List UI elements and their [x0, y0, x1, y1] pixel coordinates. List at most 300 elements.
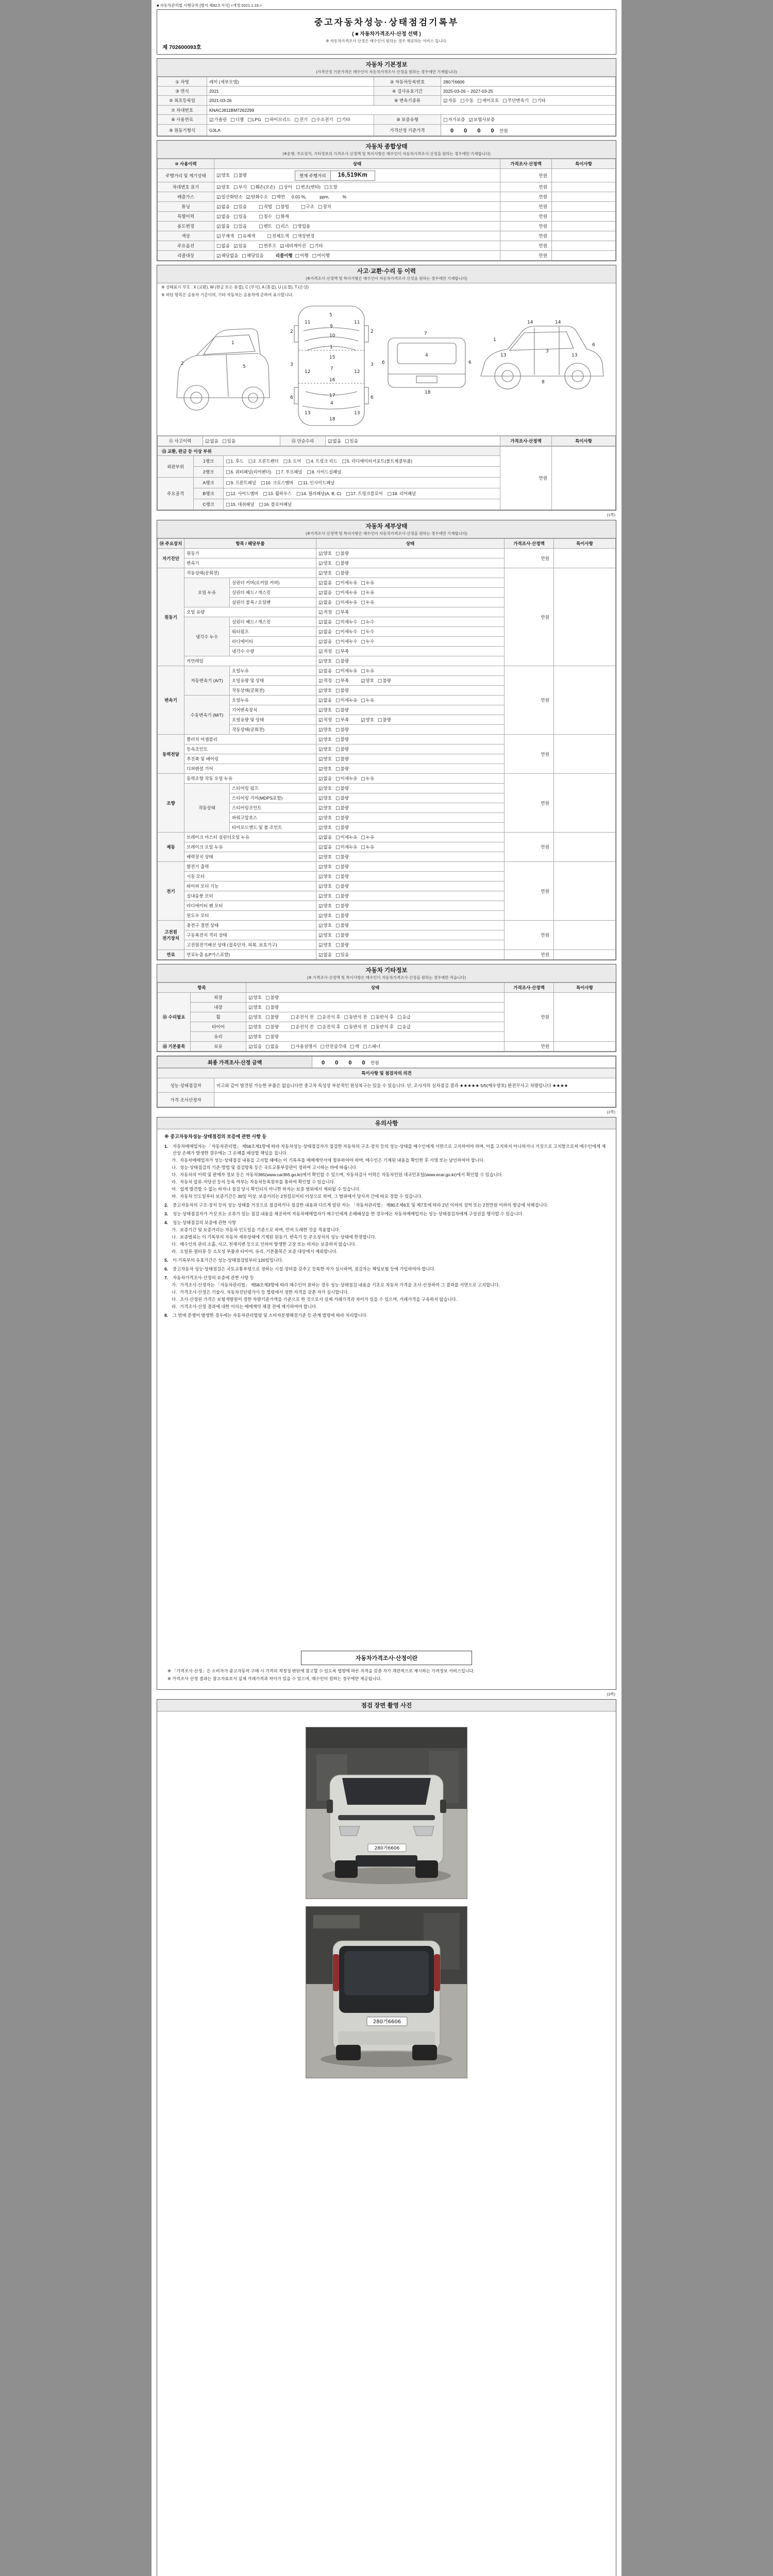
panel-item[interactable]: ☐8. 사이드실패널 — [307, 469, 342, 476]
checkbox-icon: ☐ — [233, 173, 238, 179]
accident-header — [157, 265, 616, 283]
panel-item[interactable]: ☐13. 휠하우스 — [263, 490, 292, 497]
notice-item: 1. 자동차매매업자는 「자동차관리법」 제58조제1항에 따라 자동차성능·상태점검자가 점검한 자동차의 구조·장치 등의 성능·상태를 매수인에게 서면으로 고지하여야 하며, 이를 고지하지 아니하거나 거짓으로 고지함으로써 매수인에게 재산상 손해가 발생한 경우에는 그 손해를 배상할 책임을 집니다. — [164, 1143, 606, 1156]
detail-item: 클러치 어셈블리 — [184, 735, 316, 744]
detail-state — [316, 647, 505, 656]
checkbox-unchecked[interactable]: ☐리스 — [275, 223, 289, 230]
detail-state — [316, 558, 505, 568]
checkbox-checked[interactable]: ☑양호 — [360, 717, 374, 723]
checkbox-checked[interactable]: ☑적정 — [318, 648, 332, 655]
checkbox-unchecked[interactable]: ☐미세누수 — [335, 619, 358, 625]
checkbox-unchecked[interactable]: ☐있음 — [233, 204, 247, 210]
panel-item[interactable]: ☐11. 인사이드패널 — [298, 480, 335, 486]
detail-item: 실내송풍 모터 — [184, 891, 316, 901]
checkbox-checked[interactable]: ☑양호 — [318, 785, 332, 792]
checkbox-checked[interactable]: ☑양호 — [318, 756, 332, 762]
checkbox-icon: ☑ — [216, 194, 221, 200]
checkbox-icon: ☐ — [295, 184, 300, 191]
checkbox-unchecked[interactable]: ☐불량 — [335, 550, 349, 557]
detail-item: 라디에이터 팬 모터 — [184, 901, 316, 911]
checkbox-unchecked[interactable]: ☐불량 — [265, 1033, 279, 1040]
checkbox-unchecked[interactable]: ☐이행 — [295, 252, 309, 259]
checkbox-icon: ☐ — [230, 117, 235, 123]
checkbox-unchecked[interactable]: ☐불량 — [335, 746, 349, 753]
panel-item[interactable]: ☐7. 루프패널 — [276, 469, 303, 476]
checkbox-checked[interactable]: ☑양호 — [318, 658, 332, 665]
checkbox-unchecked[interactable]: ☐미세누유 — [335, 844, 358, 851]
panel-item[interactable]: ☐1. 후드 — [226, 458, 244, 465]
checkbox-icon: ☑ — [248, 995, 253, 1001]
checkbox-icon: ☐ — [361, 600, 365, 606]
checkbox-checked[interactable]: ☑없음 — [318, 697, 332, 704]
overall-row — [158, 202, 616, 212]
checkbox-unchecked[interactable]: ☐미세누수 — [335, 638, 358, 645]
checkbox-unchecked[interactable]: ☐미세누유 — [335, 697, 358, 704]
checkbox-checked[interactable]: ☑양호 — [318, 687, 332, 694]
detail-item: 고전원전기배선 상태 (접속단자, 피복, 보호기구) — [184, 940, 316, 950]
checkbox-icon: ☐ — [267, 233, 272, 240]
basic-info-header — [157, 59, 616, 77]
panel-item[interactable]: ☐17. 트렁크플로어 — [346, 490, 383, 497]
checkbox-checked[interactable]: ☑양호 — [318, 893, 332, 900]
checkbox-icon: ☐ — [335, 698, 340, 704]
checkbox-checked[interactable]: ☑양호 — [248, 1004, 262, 1011]
checkbox-unchecked[interactable]: ☐기타 — [532, 97, 546, 104]
checkbox-unchecked[interactable]: ☐불량 — [335, 795, 349, 802]
checkbox-icon: ☑ — [248, 1024, 253, 1030]
photo-title: 점검 장면 촬영 사진 — [361, 1702, 412, 1709]
checkbox-unchecked[interactable]: ☐불량 — [335, 942, 349, 948]
checkbox-unchecked[interactable]: ☐디젤 — [230, 116, 244, 123]
checkbox-icon: ☐ — [309, 243, 314, 249]
checkbox-unchecked[interactable]: ☐불량 — [233, 173, 247, 179]
device-subgroup-name: 작동상태 — [184, 784, 230, 833]
checkbox-unchecked[interactable]: ☐없음 — [216, 243, 230, 249]
panel-item[interactable]: ☐5. 라디에이터서포트(볼트체결부품) — [342, 458, 413, 465]
checkbox-checked[interactable]: ☑없음 — [318, 580, 332, 586]
checkbox-unchecked[interactable]: ☐불량 — [335, 687, 349, 694]
checkbox-checked[interactable]: ☑양호 — [318, 863, 332, 870]
checkbox-unchecked[interactable]: ☐누유 — [361, 668, 375, 674]
checkbox-unchecked[interactable]: ☐상이 — [278, 184, 292, 191]
price-estimate-cell: 만원 — [505, 950, 554, 960]
panel-item[interactable]: ☐9. 프론트패널 — [226, 480, 256, 486]
checkbox-unchecked[interactable]: ☐LPG — [247, 116, 261, 123]
checkbox-checked[interactable]: ☑적정 — [318, 609, 332, 616]
panel-item[interactable]: ☐18. 리어패널 — [387, 490, 416, 497]
checkbox-checked[interactable]: ☑양호 — [318, 883, 332, 890]
checkbox-unchecked[interactable]: ☐기타 — [309, 243, 323, 249]
checkbox-unchecked[interactable]: ☐동반석 전 — [344, 1014, 367, 1021]
checkbox-checked[interactable]: ☑네비게이션 — [280, 243, 306, 249]
checkbox-icon: ☐ — [335, 933, 340, 939]
checkbox-unchecked[interactable]: ☐미세누수 — [335, 629, 358, 635]
checkbox-unchecked[interactable]: ☐불량 — [335, 854, 349, 860]
overall-row-label: 용도변경 — [158, 222, 214, 231]
detail-state — [316, 588, 505, 598]
checkbox-unchecked[interactable]: ☐불량 — [335, 736, 349, 743]
checkbox-unchecked[interactable]: ☐운전석 후 — [317, 1014, 341, 1021]
checkbox-icon: ☐ — [258, 214, 263, 220]
checkbox-unchecked[interactable]: ☐자가보증 — [443, 116, 465, 123]
checkbox-unchecked[interactable]: ☐미세누유 — [335, 775, 358, 782]
checkbox-checked[interactable]: ☑양호 — [318, 707, 332, 714]
checkbox-unchecked[interactable]: ☐불량 — [335, 873, 349, 880]
checkbox-unchecked[interactable]: ☐불량 — [335, 785, 349, 792]
checkbox-checked[interactable]: ☑탄화수소 — [246, 194, 268, 200]
checkbox-checked[interactable]: ☑양호 — [318, 942, 332, 948]
checkbox-icon: ☑ — [318, 570, 323, 577]
checkbox-icon: ☑ — [246, 194, 251, 200]
checkbox-unchecked[interactable]: ☐훼손(오손) — [250, 184, 275, 191]
panel-item[interactable]: ☐16. 플로어패널 — [259, 501, 292, 508]
checkbox-checked[interactable]: ☑없음 — [318, 668, 332, 674]
checkbox-checked[interactable]: ☑없음 — [318, 834, 332, 841]
detail-title: 자동차 세부상태 — [365, 523, 408, 530]
detail-state — [316, 666, 505, 676]
checkbox-unchecked[interactable]: ☐누유 — [361, 844, 375, 851]
detail-item: 윈도우 모터 — [184, 911, 316, 921]
checkbox-unchecked[interactable]: ☐운전석 전 — [290, 1024, 314, 1030]
checkbox-unchecked[interactable]: ☐응급 — [397, 1014, 411, 1021]
checkbox-unchecked[interactable]: ☐불량 — [335, 756, 349, 762]
checkbox-unchecked[interactable]: ☐불량 — [377, 677, 391, 684]
checkbox-icon: ☑ — [233, 243, 238, 249]
checkbox-unchecked[interactable]: ☐불량 — [335, 766, 349, 772]
checkbox-unchecked[interactable]: ☐있음 — [233, 213, 247, 220]
checkbox-unchecked[interactable]: ☐응급 — [397, 1024, 411, 1030]
notice-subitem: 다. 매수인의 관리 소홀, 사고, 천재지변 등으로 인하여 발생한 고장 또는 하자는 보증하지 않습니다. — [172, 1242, 357, 1247]
checkbox-checked[interactable]: ☑없음 — [318, 844, 332, 851]
panel-item[interactable]: ☐15. 대쉬패널 — [226, 501, 255, 508]
checkbox-unchecked[interactable]: ☐장치 — [317, 204, 331, 210]
checkbox-checked[interactable]: ☑자동 — [443, 97, 457, 104]
checkbox-checked[interactable]: ☑양호 — [318, 570, 332, 577]
panel-item[interactable]: ☐3. 도어 — [283, 458, 301, 465]
checkbox-unchecked[interactable]: ☐세미오토 — [477, 97, 499, 104]
checkbox-unchecked[interactable]: ☐불량 — [335, 726, 349, 733]
checkbox-unchecked[interactable]: ☐부족 — [335, 609, 349, 616]
checkbox-unchecked[interactable]: ☐해당있음 — [242, 252, 264, 259]
checkbox-unchecked[interactable]: ☐운전석 후 — [317, 1024, 341, 1030]
checkbox-checked[interactable]: ☑없음 — [318, 638, 332, 645]
checkbox-checked[interactable]: ☑양호 — [318, 815, 332, 821]
detail-state — [316, 598, 505, 607]
checkbox-unchecked[interactable]: ☐부식 — [233, 184, 247, 191]
checkbox-unchecked[interactable]: ☐부족 — [335, 648, 349, 655]
checkbox-checked[interactable]: ☑있음 — [248, 1043, 262, 1050]
checkbox-checked[interactable]: ☑없음 — [318, 952, 332, 958]
checkbox-unchecked[interactable]: ☐수소전기 — [311, 116, 333, 123]
checkbox-checked[interactable]: ☑없음 — [318, 629, 332, 635]
checkbox-unchecked[interactable]: ☐미세누유 — [335, 668, 358, 674]
svg-text:8: 8 — [542, 380, 545, 385]
checkbox-unchecked[interactable]: ☐부족 — [335, 677, 349, 684]
checkbox-unchecked[interactable]: ☐미세누유 — [335, 580, 358, 586]
panel-item[interactable]: ☐6. 쿼터패널(리어펜더) — [226, 469, 272, 476]
inspection-photo-front — [306, 1727, 467, 1899]
checkbox-unchecked[interactable]: ☐잭 — [350, 1043, 359, 1050]
checkbox-unchecked[interactable]: ☐전체도색 — [267, 233, 289, 240]
checkbox-unchecked[interactable]: ☐불량 — [335, 932, 349, 939]
checkbox-checked[interactable]: ☑양호 — [216, 184, 230, 191]
checkbox-unchecked[interactable]: ☐안전삼각대 — [320, 1043, 347, 1050]
checkbox-checked[interactable]: ☑없음 — [318, 599, 332, 606]
checkbox-unchecked[interactable]: ☐있음 — [335, 952, 349, 958]
checkbox-unchecked[interactable]: ☐불량 — [335, 903, 349, 909]
checkbox-unchecked[interactable]: ☐동반석 후 — [371, 1014, 394, 1021]
checkbox-unchecked[interactable]: ☐불량 — [335, 912, 349, 919]
detail-state — [316, 911, 505, 921]
checkbox-checked[interactable]: ☑양호 — [318, 922, 332, 929]
rank-label: 1랭크 — [194, 456, 224, 467]
checkbox-unchecked[interactable]: ☐누유 — [361, 697, 375, 704]
device-group-name: 전기 — [158, 862, 184, 921]
basic-note: (가격산정 기준가격은 매수인이 자동차가격조사·산정을 원하는 경우에만 기재합니다) — [316, 70, 457, 74]
price-estimate-cell: 만원 — [505, 549, 554, 568]
checkbox-icon: ☑ — [318, 629, 323, 635]
notice-item: 5. 이 기록부의 유효기간은 성능·상태점검일부터 120일입니다. — [164, 1258, 283, 1263]
checkbox-checked[interactable]: ☑양호 — [318, 873, 332, 880]
page-mark: (1쪽) — [607, 513, 615, 517]
checkbox-checked[interactable]: ☑양호 — [318, 560, 332, 567]
checkbox-unchecked[interactable]: ☐불량 — [265, 1004, 279, 1011]
detail-item: 실린더 헤드 / 개스킷 — [230, 588, 316, 598]
detail-state — [316, 784, 505, 793]
checkbox-unchecked[interactable]: ☐도말 — [324, 184, 338, 191]
price-estimate-cell: 만원 — [505, 862, 554, 921]
opinion-text: 비고와 같이 발견된 가능한 부품은 없습니다만 중고차 특성상 부분적인 원상복구는 있을 수 있습니다. 단, 조사자의 실차점검 결과 ★★★★★ 5/5(매우양호) 완전무사고 차량입니다 ★★★★ — [214, 1078, 616, 1093]
panel-item[interactable]: ☐10. 크로스멤버 — [260, 480, 294, 486]
checkbox-unchecked[interactable]: ☐사용설명서 — [290, 1043, 317, 1050]
detail-item: 작동상태(공회전) — [230, 686, 316, 696]
checkbox-checked[interactable]: ☑가솔린 — [209, 116, 227, 123]
checkbox-unchecked[interactable]: ☐구조 — [300, 204, 314, 210]
checkbox-unchecked[interactable]: ☐불량 — [335, 883, 349, 890]
inspection-period-value: 2025-03-26 ~ 2027-03-25 — [441, 87, 616, 96]
checkbox-unchecked[interactable]: ☐동반석 전 — [344, 1024, 367, 1030]
checkbox-checked[interactable]: ☑없음 — [216, 204, 230, 210]
checkbox-checked[interactable]: ☑있음 — [233, 243, 247, 249]
checkbox-unchecked[interactable]: ☐누유 — [361, 589, 375, 596]
checkbox-unchecked[interactable]: ☐불량 — [335, 815, 349, 821]
checkbox-unchecked[interactable]: ☐불량 — [265, 994, 279, 1001]
svg-text:12: 12 — [305, 369, 311, 375]
checkbox-unchecked[interactable]: ☐불량 — [335, 805, 349, 811]
overall-row — [158, 192, 616, 202]
overall-row-label: 주행거리 및 계기상태 — [158, 169, 214, 182]
checkbox-icon: ☑ — [318, 600, 323, 606]
detail-table-header: ⑭ 주요장치 항목 / 해당부품 상태 가격조사·산정액 특이사항 — [158, 539, 616, 549]
checkbox-unchecked[interactable]: ☐누유 — [361, 775, 375, 782]
detail-condition-section — [157, 520, 616, 960]
checkbox-unchecked[interactable]: ☐불량 — [335, 560, 349, 567]
overall-row-label: 색상 — [158, 231, 214, 241]
overall-row-state — [214, 202, 500, 212]
checkbox-checked[interactable]: ☑양호 — [318, 746, 332, 753]
overall-row-state — [214, 192, 500, 202]
checkbox-unchecked[interactable]: ☐영업용 — [292, 223, 311, 230]
checkbox-unchecked[interactable]: ☐불량 — [335, 863, 349, 870]
checkbox-icon: ☑ — [360, 678, 365, 684]
checkbox-unchecked[interactable]: ☐누유 — [361, 599, 375, 606]
checkbox-icon: ☐ — [344, 1014, 348, 1021]
detail-item: 브레이크 오일 누유 — [184, 842, 316, 852]
checkbox-icon: ☐ — [233, 214, 238, 220]
checkbox-unchecked[interactable]: ☐매연 — [271, 194, 285, 200]
detail-state — [316, 735, 505, 744]
checkbox-checked[interactable]: ☑양호 — [248, 994, 262, 1001]
checkbox-checked[interactable]: ☑양호 — [360, 677, 374, 684]
checkbox-unchecked[interactable]: ☐불량 — [377, 717, 391, 723]
checkbox-unchecked[interactable]: ☐불량 — [335, 570, 349, 577]
notice-subitem: 라. 자동차 압류·저당권 등의 등록 여부는 자동차등록원부를 통하여 확인할 수 있습니다. — [172, 1179, 335, 1185]
checkbox-icon: ☐ — [335, 580, 340, 586]
checkbox-icon: ☐ — [335, 639, 340, 645]
checkbox-unchecked[interactable]: ☐운전석 전 — [290, 1014, 314, 1021]
panel-item[interactable]: ☐12. 사이드멤버 — [226, 490, 259, 497]
checkbox-unchecked[interactable]: ☐변조(변타) — [295, 184, 321, 191]
checkbox-unchecked[interactable]: ☐스패너 — [362, 1043, 381, 1050]
checkbox-unchecked[interactable]: ☐없음 — [265, 1043, 279, 1050]
checkbox-checked[interactable]: ☑양호 — [248, 1033, 262, 1040]
checkbox-icon: ☐ — [335, 668, 340, 674]
checkbox-checked[interactable]: ☑없음 — [318, 775, 332, 782]
detail-item: 커먼레일 — [184, 656, 316, 666]
notice-subitem: 가. 보증기간 및 보증거리는 자동차 인도일을 기준으로 하며, 먼저 도래한 것을 적용합니다. — [172, 1227, 341, 1233]
price-estimate-cell: 만원 — [500, 231, 552, 241]
checkbox-unchecked[interactable]: ☐불량 — [335, 893, 349, 900]
remark-cell — [554, 921, 616, 950]
checkbox-unchecked[interactable]: ☐누유 — [361, 834, 375, 841]
checkbox-unchecked[interactable]: ☐누수 — [361, 638, 375, 645]
checkbox-checked[interactable]: ☑양호 — [318, 550, 332, 557]
header-section — [157, 9, 616, 55]
checkbox-checked[interactable]: ☑해당없음 — [216, 252, 239, 259]
checkbox-unchecked[interactable]: ☐누수 — [361, 629, 375, 635]
panel-item[interactable]: ☐2. 프론트펜더 — [248, 458, 279, 465]
detail-item: 실린더 커버(로커암 커버) — [230, 578, 316, 588]
checkbox-unchecked[interactable]: ☐불량 — [335, 824, 349, 831]
checkbox-checked[interactable]: ☑양호 — [318, 932, 332, 939]
checkbox-unchecked[interactable]: ☐화재 — [275, 213, 289, 220]
checkbox-unchecked[interactable]: ☐적법 — [258, 204, 272, 210]
checkbox-icon: ☐ — [335, 570, 340, 577]
checkbox-unchecked[interactable]: ☐누유 — [361, 580, 375, 586]
checkbox-unchecked[interactable]: ☐미이행 — [312, 252, 330, 259]
checkbox-checked[interactable]: ☑적정 — [318, 677, 332, 684]
checkbox-unchecked[interactable]: ☐불량 — [335, 658, 349, 665]
checkbox-checked[interactable]: ☑없음 — [318, 619, 332, 625]
checkbox-checked[interactable]: ☑양호 — [318, 726, 332, 733]
checkbox-unchecked[interactable]: ☐하이브리드 — [264, 116, 291, 123]
notice-header — [157, 1117, 616, 1129]
svg-text:2: 2 — [371, 329, 374, 334]
detail-state — [316, 637, 505, 647]
checkbox-icon: ☑ — [318, 619, 323, 625]
checkbox-unchecked[interactable]: ☐썬루프 — [258, 243, 277, 249]
reg-number-value: 280거6606 — [441, 77, 616, 87]
checkbox-unchecked[interactable]: ☐있음 — [222, 438, 236, 445]
checkbox-unchecked[interactable]: ☐동반석 후 — [371, 1024, 394, 1030]
checkbox-unchecked[interactable]: ☐전기 — [294, 116, 308, 123]
checkbox-unchecked[interactable]: ☐있음 — [233, 223, 247, 230]
checkbox-unchecked[interactable]: ☐불량 — [335, 922, 349, 929]
current-mileage-value: 16,519Km — [338, 172, 368, 178]
overall-table — [157, 159, 616, 261]
checkbox-icon: ☐ — [275, 224, 280, 230]
checkbox-icon: ☑ — [318, 707, 323, 714]
checkbox-unchecked[interactable]: ☐누수 — [361, 619, 375, 625]
checkbox-checked[interactable]: ☑무채색 — [216, 233, 234, 240]
checkbox-unchecked[interactable]: ☐미세누유 — [335, 599, 358, 606]
notice-subitem: 나. 성능·상태점검의 기준·방법 및 점검항목 등은 국토교통부장관이 정하여 고시하는 바에 따릅니다. — [172, 1164, 358, 1170]
checkbox-unchecked[interactable]: ☐수동 — [460, 97, 474, 104]
checkbox-unchecked[interactable]: ☐부족 — [335, 717, 349, 723]
checkbox-checked[interactable]: ☑없음 — [205, 438, 219, 445]
checkbox-unchecked[interactable]: ☐렌트 — [258, 223, 272, 230]
checkbox-unchecked[interactable]: ☐기타 — [337, 116, 350, 123]
checkbox-checked[interactable]: ☑양호 — [318, 805, 332, 811]
checkbox-checked[interactable]: ☑일산화탄소 — [216, 194, 243, 200]
overall-row-label: 주요옵션 — [158, 241, 214, 251]
svg-text:280거6606: 280거6606 — [373, 2019, 401, 2025]
checkbox-checked[interactable]: ☑없음 — [328, 438, 341, 445]
checkbox-checked[interactable]: ☑없음 — [318, 589, 332, 596]
checkbox-checked[interactable]: ☑양호 — [318, 736, 332, 743]
checkbox-checked[interactable]: ☑양호 — [318, 854, 332, 860]
checkbox-checked[interactable]: ☑양호 — [216, 173, 230, 179]
checkbox-checked[interactable]: ☑양호 — [318, 766, 332, 772]
detail-state — [316, 578, 505, 588]
checkbox-unchecked[interactable]: ☐침수 — [258, 213, 272, 220]
panel-item[interactable]: ☐4. 트렁크 리드 — [306, 458, 338, 465]
checkbox-icon: ☐ — [361, 844, 365, 851]
panel-item[interactable]: ☐14. 필러패널(A, B, C) — [296, 490, 342, 497]
checkbox-checked[interactable]: ☑없음 — [216, 213, 230, 220]
overall-row-state — [214, 169, 500, 182]
checkbox-unchecked[interactable]: ☐불량 — [335, 707, 349, 714]
checkbox-icon: ☐ — [265, 995, 270, 1001]
checkbox-icon: ☐ — [361, 668, 365, 674]
checkbox-checked[interactable]: ☑적정 — [318, 717, 332, 723]
price-estimate-cell: 만원 — [500, 222, 552, 231]
checkbox-unchecked[interactable]: ☐무단변속기 — [502, 97, 529, 104]
checkbox-checked[interactable]: ☑양호 — [248, 1024, 262, 1030]
checkbox-unchecked[interactable]: ☐불법 — [275, 204, 289, 210]
checkbox-unchecked[interactable]: ☐불량 — [265, 1024, 279, 1030]
checkbox-checked[interactable]: ☑양호 — [318, 912, 332, 919]
checkbox-icon: ☐ — [233, 204, 238, 210]
vehicle-basis-legend: ※ 하단 항목은 승용차 기준이며, 기타 자동차는 승용차에 준하여 표시합니다. — [161, 293, 294, 297]
checkbox-unchecked[interactable]: ☐미세누유 — [335, 589, 358, 596]
checkbox-unchecked[interactable]: ☐유채색 — [238, 233, 256, 240]
remark-cell — [552, 192, 616, 202]
checkbox-unchecked[interactable]: ☐미세누유 — [335, 834, 358, 841]
remark-cell — [554, 774, 616, 833]
checkbox-unchecked[interactable]: ☐있음 — [344, 438, 358, 445]
checkbox-icon: ☐ — [346, 491, 350, 497]
checkbox-checked[interactable]: ☑양호 — [318, 824, 332, 831]
checkbox-checked[interactable]: ☑양호 — [248, 1014, 262, 1021]
checkbox-unchecked[interactable]: ☐불량 — [265, 1014, 279, 1021]
checkbox-unchecked[interactable]: ☐색상변경 — [292, 233, 315, 240]
checkbox-checked[interactable]: ☑없음 — [216, 223, 230, 230]
checkbox-icon: ☑ — [248, 1014, 253, 1021]
checkbox-checked[interactable]: ☑양호 — [318, 795, 332, 802]
checkbox-checked[interactable]: ☑보험사보증 — [468, 116, 495, 123]
checkbox-checked[interactable]: ☑양호 — [318, 903, 332, 909]
